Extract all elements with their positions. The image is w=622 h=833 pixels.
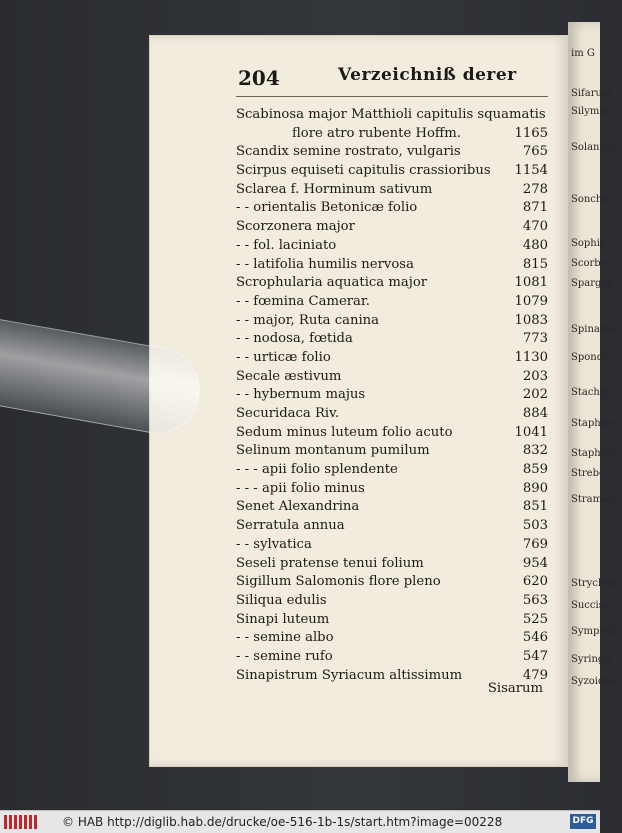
source-link[interactable]: © HAB http://diglib.hab.de/drucke/oe-516-1b-1s/start.htm?image=00228: [62, 815, 503, 829]
index-entries: [236, 106, 548, 685]
right-page-fragment: Spargan: [571, 278, 614, 289]
index-entry: Senet Alexandrina 851: [236, 499, 548, 515]
right-page-fragment: Spinacia: [571, 324, 615, 335]
index-entry: Sigillum Salomonis flore pleno 620: [236, 574, 548, 590]
right-page-fragment: Syringa: [571, 654, 611, 665]
catchword: Sisarum: [487, 681, 543, 696]
index-entry: Sinapi luteum 525: [236, 611, 548, 627]
index-entry: Scirpus equiseti capitulis crassioribus 1154: [236, 163, 548, 179]
index-entry: - - orientalis Betonicæ folio 871: [236, 200, 548, 216]
page-header-title: Verzeichniß derer: [338, 65, 517, 85]
index-entry: Sinapistrum Syriacum altissimum 479: [236, 667, 548, 683]
right-page-fragment: Sifarum: [571, 88, 612, 99]
right-page-fragment: Solanum: [571, 142, 616, 153]
viewer-footer: [0, 810, 600, 833]
hab-logo-icon: [4, 815, 38, 829]
right-page-fragment: Silymbri: [571, 106, 614, 117]
index-entry: - - hybernum majus 202: [236, 387, 548, 403]
right-page-fragment: Staphylo: [571, 448, 616, 459]
index-entry: Selinum montanum pumilum 832: [236, 443, 548, 459]
index-entry: Seseli pratense tenui folium 954: [236, 555, 548, 571]
index-entry: - - - apii folio splendente 859: [236, 462, 548, 478]
index-entry: Scorzonera major 470: [236, 219, 548, 235]
index-entry: - - sylvatica 769: [236, 536, 548, 552]
index-entry: - - - apii folio minus 890: [236, 480, 548, 496]
index-entry: - - major, Ruta canina 1083: [236, 312, 548, 328]
index-entry: Securidaca Riv. 884: [236, 406, 548, 421]
index-entry: Scabinosa major Matthioli capitulis squamatis: [236, 107, 546, 122]
book-page-left: [150, 36, 568, 766]
index-entry: - - semine rufo 547: [236, 648, 548, 664]
right-page-fragment: Sonchus: [571, 194, 614, 205]
index-entry: Siliqua edulis 563: [236, 592, 548, 608]
page-number: 204: [238, 66, 280, 90]
index-entry: Secale æstivum 203: [236, 368, 548, 384]
index-entry: - - semine albo 546: [236, 630, 548, 646]
right-page-fragment: im G: [571, 48, 595, 59]
right-page-fragment: Strychno: [571, 578, 617, 589]
index-entry: - - fœmina Camerar. 1079: [236, 293, 548, 309]
right-page-fragment: Sophia: [571, 238, 606, 249]
right-page-fragment: Succisa: [571, 600, 610, 611]
right-page-fragment: Symphyto: [571, 626, 622, 637]
right-page-fragment: Strebe: [571, 468, 605, 479]
right-page-fragment: Stachys: [571, 387, 611, 398]
index-entry: - - urticæ folio 1130: [236, 349, 548, 365]
index-entry: Sedum minus luteum folio acuto 1041: [236, 424, 548, 440]
right-page-fragment: Stramon: [571, 494, 615, 505]
index-entry: Scrophularia aquatica major 1081: [236, 275, 548, 291]
index-entry: - - latifolia humilis nervosa 815: [236, 256, 548, 272]
book-page-right-edge: [568, 22, 622, 782]
index-entry: Sclarea f. Horminum sativum 278: [236, 181, 548, 197]
index-entry: - - fol. laciniato 480: [236, 237, 548, 253]
index-entry: Scandix semine rostrato, vulgaris 765: [236, 144, 548, 160]
index-entry: flore atro rubente Hoffm. 1165: [292, 125, 548, 141]
index-entry: - - nodosa, fœtida 773: [236, 331, 548, 347]
dfg-badge: DFG: [570, 814, 596, 829]
header-rule: [236, 96, 548, 97]
right-page-fragment: Syzoides: [571, 676, 616, 687]
index-entry: Serratula annua 503: [236, 518, 548, 534]
right-page-fragment: Scorbus: [571, 258, 613, 269]
right-page-fragment: Staphiso: [571, 418, 616, 429]
right-page-fragment: Spondil: [571, 352, 610, 363]
